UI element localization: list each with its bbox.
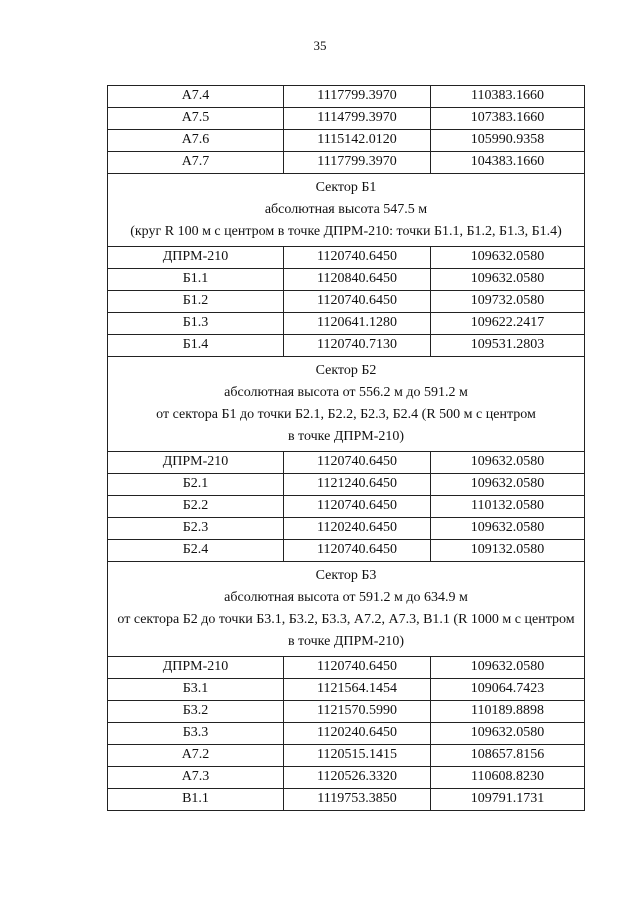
coordinates-table-body — [108, 86, 585, 811]
section-heading-line: от сектора Б1 до точки Б2.1, Б2.2, Б2.3, Б2.4 (R 500 м с центром — [156, 407, 536, 422]
table-row — [108, 247, 585, 269]
x-coordinate-cell: 1120240.6450 — [284, 723, 431, 745]
y-coordinate-cell: 109732.0580 — [431, 291, 585, 313]
section-heading — [108, 562, 585, 657]
table-row — [108, 657, 585, 679]
y-coordinate-cell: 110189.8898 — [431, 701, 585, 723]
point-cell: В1.1 — [108, 789, 284, 811]
section-heading-line: (круг R 100 м с центром в точке ДПРМ-210: точки Б1.1, Б1.2, Б1.3, Б1.4) — [130, 224, 562, 239]
y-coordinate-cell: 109632.0580 — [431, 518, 585, 540]
point-cell: А7.3 — [108, 767, 284, 789]
x-coordinate-cell: 1120740.6450 — [284, 291, 431, 313]
table-row — [108, 745, 585, 767]
y-coordinate-cell: 109632.0580 — [431, 657, 585, 679]
y-coordinate-cell: 107383.1660 — [431, 108, 585, 130]
table-row — [108, 540, 585, 562]
y-coordinate-cell: 109622.2417 — [431, 313, 585, 335]
x-coordinate-cell: 1120740.6450 — [284, 496, 431, 518]
table-row — [108, 767, 585, 789]
point-cell: Б3.1 — [108, 679, 284, 701]
y-coordinate-cell: 109791.1731 — [431, 789, 585, 811]
section-heading-line: в точке ДПРМ-210) — [287, 429, 405, 444]
table-row — [108, 701, 585, 723]
table-row — [108, 130, 585, 152]
table-row — [108, 313, 585, 335]
x-coordinate-cell: 1120240.6450 — [284, 518, 431, 540]
point-cell: А7.2 — [108, 745, 284, 767]
point-cell: Б2.3 — [108, 518, 284, 540]
table-row — [108, 679, 585, 701]
y-coordinate-cell: 109632.0580 — [431, 452, 585, 474]
x-coordinate-cell: 1120840.6450 — [284, 269, 431, 291]
section-heading-line: в точке ДПРМ-210) — [287, 634, 405, 649]
x-coordinate-cell: 1120526.3320 — [284, 767, 431, 789]
point-cell: А7.5 — [108, 108, 284, 130]
x-coordinate-cell: 1115142.0120 — [284, 130, 431, 152]
section-header-row — [108, 357, 585, 452]
point-cell: Б2.4 — [108, 540, 284, 562]
point-cell: Б3.2 — [108, 701, 284, 723]
point-cell: ДПРМ-210 — [108, 452, 284, 474]
x-coordinate-cell: 1120740.6450 — [284, 540, 431, 562]
x-coordinate-cell: 1121570.5990 — [284, 701, 431, 723]
x-coordinate-cell: 1120515.1415 — [284, 745, 431, 767]
y-coordinate-cell: 104383.1660 — [431, 152, 585, 174]
section-heading-line: от сектора Б2 до точки Б3.1, Б3.2, Б3.3, А7.2, А7.3, В1.1 (R 1000 м с центром — [117, 612, 575, 627]
point-cell: Б2.1 — [108, 474, 284, 496]
table-row — [108, 452, 585, 474]
page-number: 35 — [313, 38, 327, 53]
section-heading-line: Сектор Б3 — [315, 568, 377, 583]
coordinates-table — [107, 85, 585, 811]
section-heading-line: Сектор Б2 — [315, 363, 377, 378]
y-coordinate-cell: 109632.0580 — [431, 474, 585, 496]
x-coordinate-cell: 1119753.3850 — [284, 789, 431, 811]
x-coordinate-cell: 1117799.3970 — [284, 86, 431, 108]
table-row — [108, 86, 585, 108]
section-heading — [108, 174, 585, 247]
table-row — [108, 496, 585, 518]
point-cell: Б2.2 — [108, 496, 284, 518]
y-coordinate-cell: 109632.0580 — [431, 723, 585, 745]
point-cell: Б1.4 — [108, 335, 284, 357]
table-row — [108, 723, 585, 745]
x-coordinate-cell: 1120740.6450 — [284, 452, 431, 474]
section-heading — [108, 357, 585, 452]
y-coordinate-cell: 110608.8230 — [431, 767, 585, 789]
table-row — [108, 269, 585, 291]
table-row — [108, 152, 585, 174]
y-coordinate-cell: 110132.0580 — [431, 496, 585, 518]
section-header-row — [108, 174, 585, 247]
x-coordinate-cell: 1120740.7130 — [284, 335, 431, 357]
y-coordinate-cell: 109064.7423 — [431, 679, 585, 701]
section-header-row — [108, 562, 585, 657]
point-cell: А7.7 — [108, 152, 284, 174]
y-coordinate-cell: 105990.9358 — [431, 130, 585, 152]
point-cell: Б1.3 — [108, 313, 284, 335]
section-heading-line: абсолютная высота 547.5 м — [264, 202, 428, 217]
y-coordinate-cell: 110383.1660 — [431, 86, 585, 108]
y-coordinate-cell: 108657.8156 — [431, 745, 585, 767]
x-coordinate-cell: 1114799.3970 — [284, 108, 431, 130]
point-cell: ДПРМ-210 — [108, 247, 284, 269]
y-coordinate-cell: 109632.0580 — [431, 269, 585, 291]
point-cell: Б3.3 — [108, 723, 284, 745]
y-coordinate-cell: 109531.2803 — [431, 335, 585, 357]
table-row — [108, 789, 585, 811]
table-row — [108, 108, 585, 130]
y-coordinate-cell: 109632.0580 — [431, 247, 585, 269]
point-cell: Б1.1 — [108, 269, 284, 291]
table-row — [108, 291, 585, 313]
section-heading-line: Сектор Б1 — [315, 180, 377, 195]
point-cell: ДПРМ-210 — [108, 657, 284, 679]
x-coordinate-cell: 1121564.1454 — [284, 679, 431, 701]
table-row — [108, 474, 585, 496]
x-coordinate-cell: 1120740.6450 — [284, 657, 431, 679]
table-row — [108, 335, 585, 357]
x-coordinate-cell: 1120740.6450 — [284, 247, 431, 269]
y-coordinate-cell: 109132.0580 — [431, 540, 585, 562]
x-coordinate-cell: 1121240.6450 — [284, 474, 431, 496]
point-cell: А7.4 — [108, 86, 284, 108]
x-coordinate-cell: 1117799.3970 — [284, 152, 431, 174]
section-heading-line: абсолютная высота от 556.2 м до 591.2 м — [224, 385, 468, 400]
point-cell: А7.6 — [108, 130, 284, 152]
point-cell: Б1.2 — [108, 291, 284, 313]
table-row — [108, 518, 585, 540]
section-heading-line: абсолютная высота от 591.2 м до 634.9 м — [224, 590, 468, 605]
x-coordinate-cell: 1120641.1280 — [284, 313, 431, 335]
